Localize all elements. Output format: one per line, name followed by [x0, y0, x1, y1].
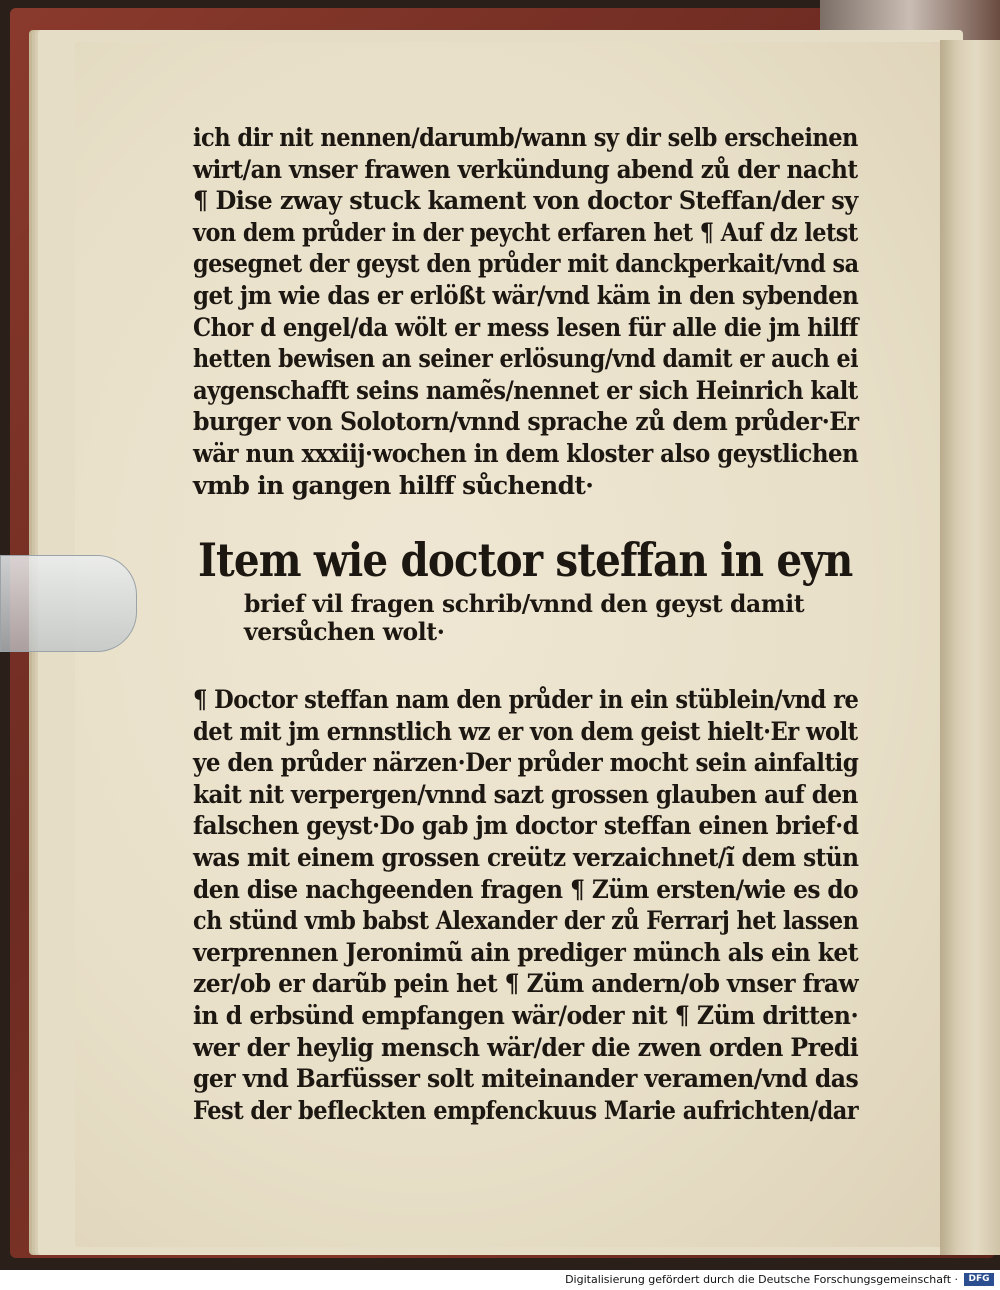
text-line: ¶ Dise zway stuck kament von doctor Steffan/der sy — [193, 186, 858, 216]
text-line: verprennen Jeronimũ ain prediger münch als ein ket — [193, 937, 858, 967]
text-line: den dise nachgeenden fragen ¶ Züm ersten/wie es do — [193, 874, 859, 904]
text-line: burger von Solotorn/vnnd sprache zů dem průder·Er — [193, 407, 859, 437]
text-line: ger vnd Barfüsser solt miteinander veramen/vnd das — [193, 1064, 859, 1094]
text-line: ¶ Doctor steffan nam den průder in ein stüblein/vnd re — [193, 685, 859, 714]
text-line: Fest der befleckten empfenckuus Marie aufrichten/dar — [193, 1095, 859, 1125]
text-line: gesegnet der geyst den průder mit danckperkait/vnd sa — [193, 249, 859, 279]
text-line: wer der heylig mensch wär/der die zwen orden Predi — [193, 1032, 859, 1062]
text-line: ch stünd vmb babst Alexander der zů Ferrarj het lassen — [193, 906, 859, 936]
text-line: get jm wie das er erlößt wär/vnd käm in den sybenden — [193, 280, 859, 310]
text-line: kait nit verpergen/vnnd sazt grossen glauben auf den — [193, 779, 858, 809]
footer-bar — [0, 1270, 1000, 1290]
text-line: von dem průder in der peycht erfaren het ¶ Auf dz letst — [193, 217, 858, 247]
section-heading — [198, 530, 858, 646]
text-line: hetten bewisen an seiner erlösung/vnd damit er auch ei — [193, 344, 859, 374]
text-line: was mit einem grossen creütz verzaichnet/ĩ dem stün — [193, 842, 859, 872]
text-line: wirt/an vnser frawen verkündung abend zů der nacht — [193, 154, 858, 184]
heading-sub-line: versůchen wolt· — [244, 617, 445, 646]
text-line: ich dir nit nennen/darumb/wann sy dir selb erscheinen — [193, 123, 858, 152]
page-gutter — [940, 40, 1000, 1255]
text-line: in d erbsünd empfangen wär/oder nit ¶ Züm dritten· — [193, 1000, 859, 1030]
bookmark-tab — [0, 555, 137, 652]
text-line: ye den průder närzen·Der průder mocht sein ainfaltig — [193, 748, 859, 778]
heading-main: Item wie doctor steffan in eyn — [198, 533, 853, 587]
text-line: vmb in gangen hilff sůchendt· — [193, 470, 594, 500]
text-line: wär nun xxxiij·wochen in dem kloster also geystlichen — [193, 438, 859, 468]
paragraph-1 — [193, 122, 863, 501]
paragraph-2 — [193, 684, 863, 1126]
heading-sub-line: brief vil fragen schrib/vnnd den geyst damit — [244, 589, 805, 618]
text-line: zer/ob er darũb pein het ¶ Züm andern/ob vnser fraw — [193, 969, 859, 999]
funding-notice: Digitalisierung gefördert durch die Deutsche Forschungsgemeinschaft · — [565, 1273, 958, 1286]
text-line: aygenschafft seins namẽs/nennet er sich Heinrich kalt — [193, 375, 858, 405]
dfg-logo: DFG — [964, 1273, 994, 1286]
text-line: falschen geyst·Do gab jm doctor steffan einen brief·d — [193, 811, 859, 841]
text-line: Chor d engel/da wölt er mess lesen für alle die jm hilff — [193, 312, 859, 342]
text-line: det mit jm ernnstlich wz er von dem geist hielt·Er wolt — [193, 716, 858, 746]
